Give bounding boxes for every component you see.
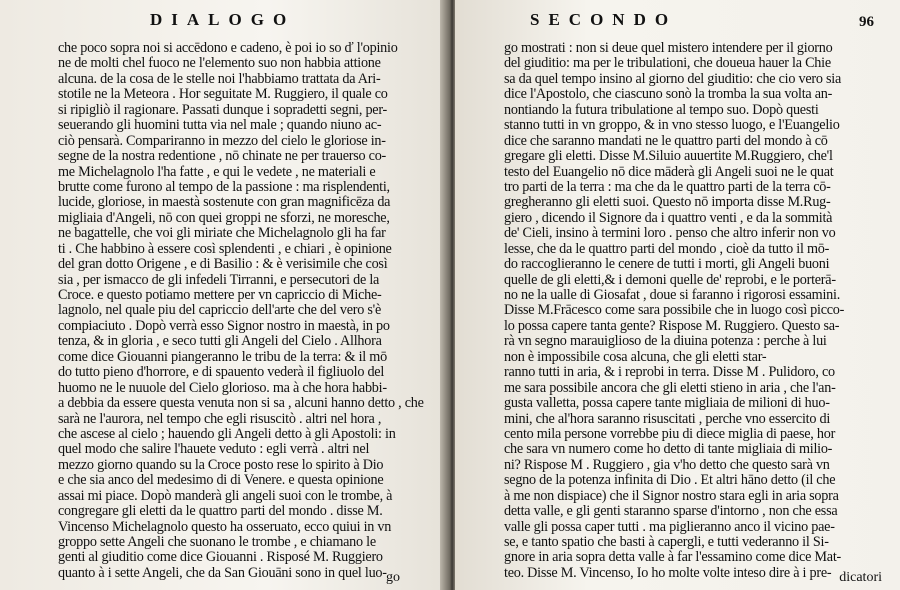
text-line: gusta valletta, possa capere tante migliaia de milioni di huo- [504,395,830,412]
text-line: tenza, & in gloria , e seco tutti gli Angeli del Cielo . Allhora [58,333,382,350]
text-line: lagnolo, nel quale piu del capriccio dell'arte che del vero s'è [58,302,382,319]
text-line: non è impossibile cosa alcuna, che gli eletti star- [504,348,767,365]
text-line: Croce. e questo potiamo mettere per vn capriccio di Miche- [58,287,382,303]
text-line: ciò pensarà. Compariranno in mezzo del cielo le gloriose in- [58,132,386,149]
text-line: segne de la nostra redentione , nō chinate ne per trauerso co- [58,148,387,165]
text-line: giero , dicendo il Signore da i quattro venti , e da la sommità [504,209,833,226]
text-line: testo del Euangelio nō dice māderà gli Angeli suoi ne le quat [504,163,834,180]
text-line: ne bagattelle, che voi gli miriate che Michelagnolo gli ha far [58,225,386,242]
text-line: alcuna. de la cosa de le stelle noi l'habbiamo trattata da Ari- [58,70,381,87]
text-line: ranno tutti in aria, & i reprobi in terra. Disse M . Pulidoro, co [504,364,835,381]
text-line: de' Cieli, insino à termini loro . penso che altro inferir non vo [504,225,836,242]
page-number: 96 [859,14,874,30]
text-line: compiaciuto . Dopò verrà esso Signor nostro in maestà, in po [58,317,390,334]
text-line: valle gli possa caper tutti . ma piglieranno anco il vicino pae- [504,518,835,535]
text-line: del gran dotto Origene , e di Basilio : & è verisimile che così [58,256,388,273]
text-line: lesse, che da le quattro parti del mondo , cioè da tutto il mō- [504,240,830,257]
text-line: mezzo giorno quando su la Croce posto rese lo spirito à Dio [58,456,384,473]
text-line: ti . Che habbino à essere così splendenti , e chiari , è opinione [58,240,392,257]
text-line: dice l'Apostolo, che ciascuno sonò la tromba la sua volta an- [504,86,833,103]
text-line: migliaia d'Angeli, nō con quei groppi ne sforzi, ne moresche, [58,209,390,226]
text-line: à me non dispiace) che il Signor nostro stara egli in aria sopra [504,487,839,504]
left-body-text [58,41,438,581]
text-line: ne de molti chel fuoco ne l'elemento suo non habbia attione [58,55,381,72]
left-catchword: go [386,570,400,585]
text-line: me sara possibile ancora che gli eletti stieno in aria , che l'an- [504,379,836,396]
text-line: Disse M.Frācesco come sara possibile che in luogo così picco- [504,302,845,319]
right-running-head: SECONDO [530,10,678,29]
text-line: gregare gli eletti. Disse M.Siluio auuertite M.Ruggiero, che'l [504,148,833,165]
text-line: sarà ne l'aurora, nel tempo che egli risuscitò . altri nel hora , [58,410,382,427]
text-line: go mostrati : non si deue quel mistero intendere per il giorno [504,40,833,56]
text-line: sia , per ismacco de gli infedeli Tirranni, e persecutori de la [58,271,380,288]
text-line: quanto à i sette Angeli, che da San Giouāni sono in quel luo- [58,564,387,581]
text-line: stotile ne la Meteora . Hor seguitate M. Ruggiero, il quale co [58,86,388,103]
text-line: congregare gli eletti da le quattro parti del mondo . disse M. [58,503,383,520]
left-page [0,0,445,590]
text-line: che sara vn numero come ho detto di tante migliaia di milio- [504,441,833,458]
text-line: detta valle, e gli genti staranno sparse d'intorno , non che essa [504,503,838,520]
text-line: quelle de gli eletti,& i demoni quelle de' reprobi, e le porterā- [504,271,836,288]
text-line: dice che saranno mandati ne le quattro parti del mondo à cō [504,132,828,149]
text-line: tro parti de la terra : ma che da le quattro parti de la terra cō- [504,178,831,195]
text-line: che ascese al cielo ; hauendo gli Angeli detto à gli Apostoli: in [58,425,396,442]
text-line: stanno tutti in vn groppo, & in vno stesso luogo, e l'Euangelio [504,117,840,134]
text-line: a debbia da essere questa venuta non si sa , alcuni hanno detto , che [58,395,424,412]
text-line: nontiando la futura tribulatione al tempo suo. Dopò questi [504,101,819,118]
text-line: lucide, gloriose, in maestà sostenute con gran magnificēza da [58,194,391,211]
text-line: brutte come furono al tempo de la passione : ma risplendenti, [58,178,390,195]
text-line: groppo sette Angeli che suonano le trombe , e chiamano le [58,534,376,550]
text-line: sa da quel tempo insino al giorno del giuditio: che cio vero sia [504,70,842,87]
text-line: rà vn segno marauiglioso de la diuina potenza : perche à lui [504,333,827,350]
text-line: che poco sopra noi si accēdono e cadeno, è poi io so ď l'opinio [58,40,398,56]
text-line: do tutto pieno d'horrore, e di spauento vederà il figliuolo del [58,364,385,381]
text-line: ni? Rispose M . Ruggiero , gia v'ho detto che questo sarà vn [504,456,830,473]
text-line: cento mila persone vorrebbe piu di diece miglia di paese, hor [504,425,836,442]
text-line: assai mi piace. Dopò manderà gli angeli suoi con le trombe, à [58,487,393,504]
text-line: lo possa capere tanta gente? Rispose M. Ruggiero. Questo sa- [504,317,840,334]
text-line: do raccoglieranno le cenere de tutti i morti, gli Angeli buoni [504,256,830,273]
text-line: genti al giuditio come dice Giouanni . Risposé M. Ruggiero [58,549,383,566]
text-line: no ne la ualle di Giosafat , doue si faranno i rigorosi essamini. [504,287,840,303]
right-body-text [504,41,889,581]
text-line: si ripigliò il ragionare. Passati dunque i sopradetti segni, per- [58,101,388,118]
right-catchword: dicatori [839,570,882,585]
text-line: segno de la potenza infinita di Dio . Et altri hāno detto (il che [504,472,836,489]
text-line: mini, che al'hora saranno risuscitati , perche vno essercito di [504,410,831,427]
left-running-head: DIALOGO [150,10,296,29]
text-line: teo. Disse M. Vincenso, Io ho molte volte inteso dire à i pre- [504,564,832,581]
text-line: del giuditio: ma per le tribulationi, che doueua hauer la Chie [504,55,831,72]
text-line: gnore in aria sopra detta valle à far l'essamino come dice Mat- [504,549,842,566]
text-line: se, e tanto spatio che basti à capergli, e tutti vederanno il Si- [504,534,829,550]
text-line: me Michelagnolo l'ha fatte , e qui le vedete , ne materiali e [58,163,376,180]
text-line: gregheranno gli eletti suoi. Questo nō importa disse M.Rug- [504,194,831,211]
text-line: come dice Giouanni piangeranno le tribu de la terra: & il mō [58,348,387,365]
text-line: seuerando gli huomini tutta via nel male ; quando niuno ac- [58,117,382,134]
right-page [455,0,900,590]
text-line: quel modo che salire l'hauete veduto : egli verrà . altri nel [58,441,370,458]
text-line: Vincenso Michelagnolo questo ha osseruato, ecco quiui in vn [58,518,392,535]
text-line: huomo ne le nuuole del Cielo glorioso. ma à che hora habbi- [58,379,387,396]
text-line: e che sia anco del medesimo di di Venere. e questa opinione [58,472,384,489]
